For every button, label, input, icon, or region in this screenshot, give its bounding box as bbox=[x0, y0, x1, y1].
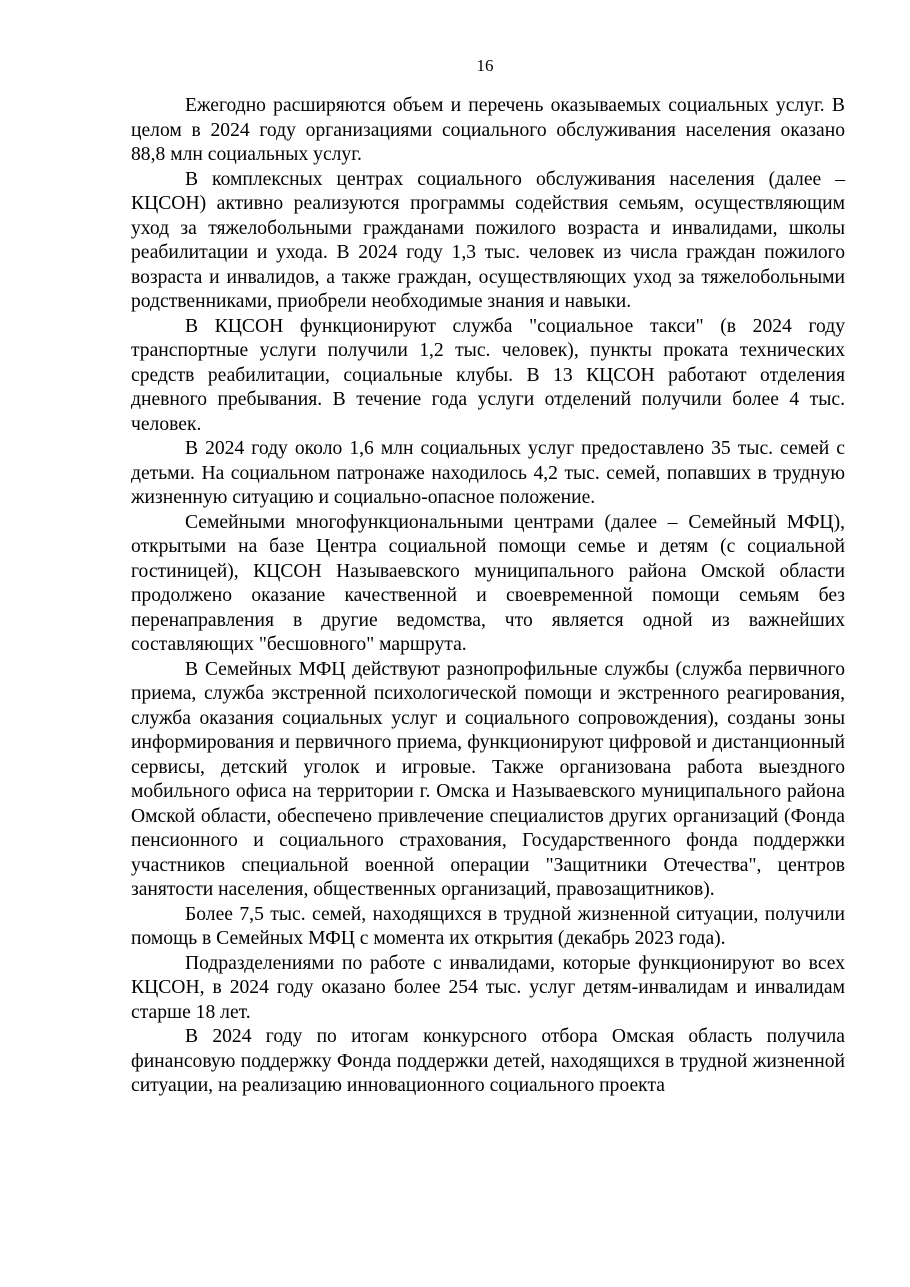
paragraph-disabled-units: Подразделениями по работе с инвалидами, которые функционируют во всех КЦСОН, в 2024 году оказано более 254 тыс. услуг детям-инвалидам и инвалидам старше 18 лет. bbox=[131, 952, 845, 1023]
paragraph-mfc-services: В Семейных МФЦ действуют разнопрофильные службы (служба первичного приема, служба экстренной психологической помощи и экстренного реагирования, служба оказания социальных услуг и социального сопровождения), созданы зоны информирования и первичного приема, функционируют цифровой и дистанционный сервисы, детский уголок и игровые. Также организована работа выездного мобильного офиса на территории г. Омска и Называевского муниципального района Омской области, обеспечено привлечение специалистов других организаций (Фонда пенсионного и социального страхования, Государственного фонда поддержки участников специальной военной операции "Защитники Отечества", центров занятости населения, общественных организаций, правозащитников). bbox=[131, 658, 845, 900]
paragraph-mfc-families-helped: Более 7,5 тыс. семей, находящихся в трудной жизненной ситуации, получили помощь в Семейных МФЦ с момента их открытия (декабрь 2023 года). bbox=[131, 903, 845, 949]
paragraph-family-mfc: Семейными многофункциональными центрами (далее – Семейный МФЦ), открытыми на базе Центра социальной помощи семье и детям (с социальной гостиницей), КЦСОН Называевского муниципального района Омской области продолжено оказание качественной и своевременной помощи семьям без перенаправления в другие ведомства, что является одной из важнейших составляющих "бесшовного" маршрута. bbox=[131, 511, 845, 655]
paragraph-families-services: В 2024 году около 1,6 млн социальных услуг предоставлено 35 тыс. семей с детьми. На социальном патронаже находилось 4,2 тыс. семей, попавших в трудную жизненную ситуацию и социально-опасное положение. bbox=[131, 438, 845, 508]
body-text bbox=[131, 94, 845, 1099]
paragraph-fund-support: В 2024 году по итогам конкурсного отбора Омская область получила финансовую поддержку Фонда поддержки детей, находящихся в трудной жизненной ситуации, на реализацию инновационного социального проекта bbox=[131, 1026, 845, 1096]
page-number: 16 bbox=[476, 56, 494, 75]
paragraph-kcson-programs: В комплексных центрах социального обслуживания населения (далее – КЦСОН) активно реализуются программы содействия семьям, осуществляющим уход за тяжелобольными гражданами пожилого возраста и инвалидами, школы реабилитации и ухода. В 2024 году 1,3 тыс. человек из числа граждан пожилого возраста и инвалидов, а также граждан, осуществляющих уход за тяжелобольными родственниками, приобрели необходимые знания и навыки. bbox=[131, 168, 845, 312]
paragraph-social-taxi: В КЦСОН функционируют служба "социальное такси" (в 2024 году транспортные услуги получили 1,2 тыс. человек), пункты проката технических средств реабилитации, социальные клубы. В 13 КЦСОН работают отделения дневного пребывания. В течение года услуги отделений получили более 4 тыс. человек. bbox=[131, 315, 845, 435]
paragraph-annual-services: Ежегодно расширяются объем и перечень оказываемых социальных услуг. В целом в 2024 году организациями социального обслуживания населения оказано 88,8 млн социальных услуг. bbox=[131, 95, 845, 165]
